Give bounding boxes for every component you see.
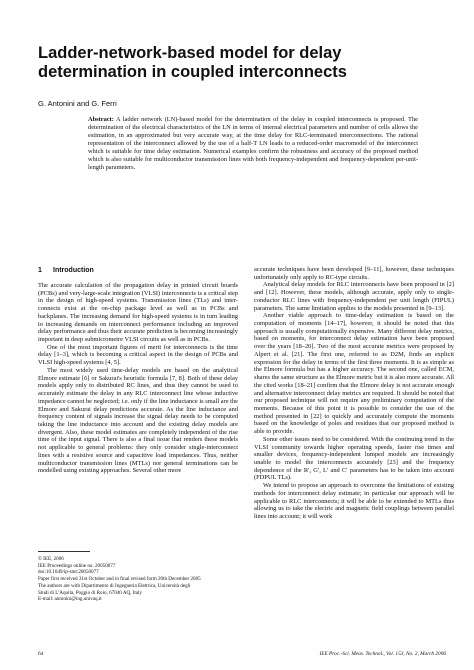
abstract [88,116,418,172]
body-paragraph: We intend to propose an approach to overcome the limitations of existing methods for interconnect delay estimate; in particular our approach will be applicable to RLC interconnects; it will be able to be extended to MTLs thus allowing us to take the electric and magnetic field couplings between parallel lines into account; it will work [254,482,454,520]
email-note: E-mail: antonini@ing.univaq.it [38,596,102,603]
copyright-note: © IEE, 2006 [38,556,64,562]
section-number: 1 [38,267,42,274]
body-paragraph: The most widely used time-delay models are based on the analytical Elmore estimate [6] or Sakurai's heuristic formula [7, 8]. Both of these delay models apply only to distributed RC lines, and thus they cannot be used to accurately estimate the delay in any RLC interconnect line whose inductive impedance cannot be neglected; i.e. only if the line inductance is small are the Elmore and Sakurai delay predictions accurate. As the line inductance and frequency content of signals increase the signal delay needs to be computed taking the line inductance into account and the existing delay models are divergent. Also, these model estimates are completely independent of the rise time of the input signal. There is also a final issue that renders these models not applicable to general problems: they only consider single-interconnect lines with a resistive source and capacitive load impedances. Thus, neither multiconductor transmission lines (MTLs) nor general terminations can be modelled using existing approaches. Several other more [38,366,238,475]
left-column [38,266,238,475]
affiliation-note: The authors are with Dipartimento di Ingegneria Elettrica, Università degli [38,582,191,589]
body-paragraph: The accurate calculation of the propagation delay in printed circuit boards (PCBs) and very-large-scale integration (VLSI) interconnects is a critical step in the design of high-speed systems. Transmission lines (TLs) and inter-connects exist at the on-chip package level as well as in PCBs and backplanes. The increasing demand for high-speed systems is in turn leading to increasing demands on interconnect performance including an improved delay performance and thus their accurate prediction is becoming increasingly important in deep submicrometre VLSI circuits as well as in PCBs. [38,282,238,344]
footnote-line: Paper first received 31st October and in final revised form 20th December 2005 [38,576,201,583]
body-paragraph: Analytical delay models for RLC interconnects have been proposed in [2] and [12]. However, these models, although accurate, apply only to single-conductor RLC lines with frequency-independent per unit length (FIPUL) parameters. The same limitation applies to the models presented in [9–13]. [254,281,454,312]
journal-citation: IEE Proc.-Sci. Meas. Technol., Vol. 153, No. 2, March 2006 [319,651,446,657]
footnote-line: IEE Proceedings online no. 20050077 [38,562,116,569]
body-paragraph: accurate techniques have been developed [9–11], however, these techniques unfortunately only apply to RC-type circuits. [254,266,454,281]
right-column [254,266,454,521]
doi-note: doi:10.1049/ip-smt:20050077 [38,569,99,576]
abstract-label: Abstract: [88,116,114,123]
section-heading [38,266,238,275]
author-line: G. Antonini and G. Ferri [38,99,117,108]
body-paragraph: Some other issues need to be considered. With the continuing trend in the VLSI community towards higher operating speeds, faster rise times and smaller devices, frequency-independent lumped models are increasingly unable to model the interconnects accurately [23] and the frequency dependence of the R′, G′, L′ and C′ parameters has to be taken into account (FDPUL TLs). [254,435,454,482]
section-title: Introduction [53,267,94,274]
footnote-divider [38,551,90,552]
body-paragraph: Another viable approach to time-delay estimation is based on the computation of moments [14–17], however, it should be noted that this approach is usually computationally expensive. Many different delay metrics, based on moments, for interconnect delay estimation have been proposed over the years [18–20]. Two of the most accurate metrics were proposed by Alpert et al. [21]. The first one, referred to as D2M, finds an explicit expression for the delay in terms of the first three moments. It is as simple as the Elmore formula but has a higher accuracy. The second one, called ECM, shares the same structure as the Elmore metric but it is also more accurate. All the cited works [18–21] confirm that the Elmore delay is not accurate enough and alternative interconnect delay metrics are required. It should be noted that our proposed technique will not require any preliminary computation of the moments. Because of this point it is possible to consider the use of the method presented in [22] to quickly and accurately compute the moments based on the knowledge of poles and residues that our proposed method is able to provide. [254,312,454,436]
body-paragraph: One of the most important figures of merit for interconnects is the time delay [1–3], which is becoming a critical aspect in the design of PCBs and VLSI high-speed systems [4, 5]. [38,343,238,367]
affiliation-note: Studi di L'Aquila, Poggio di Roio, 67040 AQ, Italy [38,589,143,596]
footnotes [38,556,238,603]
page-number: 64 [38,651,44,657]
abstract-text: A ladder network (LN)-based model for the determination of the delay in coupled interconnects is proposed. The determination of the electrical characteristics of the LN in terms of internal electrical parameters and number of cells allows the estimation, in an approximated but very accurate way, at the time delay for RLC-terminated interconnections. The rational representation of the interconnect allowed by the use of a half-T LN leads to a reduced-order macromodel of the interconnect which is suitable for time delay estimation. Numerical examples confirm the robustness and accuracy of the proposed method which is also suitable for multiconductor transmission lines with both frequency-independent and frequency-dependent per-unit-length parameters. [88,116,418,172]
paper-title: Ladder-network-based model for delay determination in coupled interconnects [38,44,347,81]
